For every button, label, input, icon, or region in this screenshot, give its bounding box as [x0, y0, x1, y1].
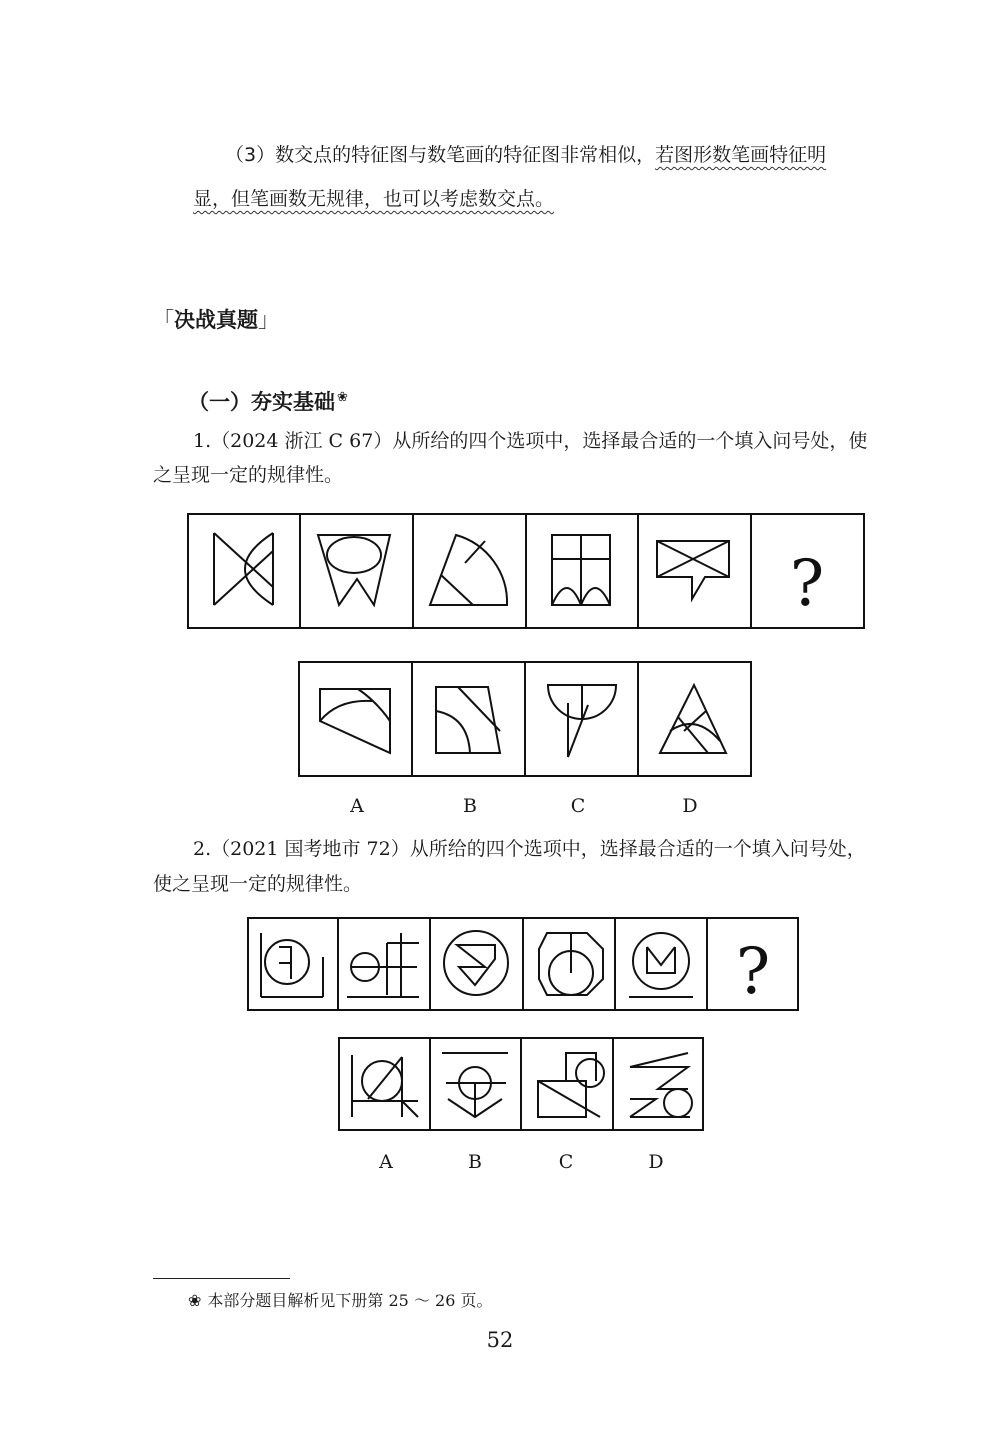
- q2-figure-5: [629, 933, 693, 997]
- q1-option-d-figure: [660, 685, 726, 753]
- q1-option-b-label[interactable]: B: [463, 795, 477, 817]
- footnote: [188, 1290, 492, 1312]
- q1-figure-2: [318, 535, 390, 605]
- q1-figure-4: [552, 535, 610, 605]
- footnote-text: 本部分题目解析见下册第 25 ～ 26 页。: [207, 1291, 493, 1310]
- q2-stem-line-2: 使之呈现一定的规律性。: [153, 873, 363, 895]
- q2-option-b-figure: [442, 1053, 508, 1117]
- q2-figure-2: [347, 933, 419, 997]
- note-emphasis-2: 显，但笔画数无规律，也可以考虑数交点。: [193, 188, 555, 210]
- flower-icon: ❀: [188, 1291, 202, 1310]
- q2-figure-4: [539, 933, 603, 995]
- q1-stem-line-1: 1.（2024 浙江 C 67）从所给的四个选项中，选择最合适的一个填入问号处，使: [193, 430, 868, 452]
- q2-figure-3: [444, 931, 508, 995]
- q2-stem-line-1: 2.（2021 国考地市 72）从所给的四个选项中，选择最合适的一个填入问号处，: [193, 838, 866, 860]
- note-prefix: （3）数交点的特征图与数笔画的特征图非常相似，: [225, 144, 656, 166]
- q1-option-c-figure: [548, 685, 616, 757]
- note-line-2: [193, 186, 554, 212]
- flower-icon: ❀: [337, 390, 348, 405]
- q1-options-row: [298, 661, 752, 777]
- q2-option-d-figure: [630, 1053, 692, 1117]
- q2-question-mark: ?: [735, 935, 771, 1009]
- section-bracket-close: 」: [258, 308, 279, 332]
- q1-stimulus-row: [187, 513, 865, 629]
- q1-question-mark: ?: [789, 547, 825, 621]
- subsection-title: [188, 386, 348, 416]
- q1-figure-5: [657, 541, 729, 599]
- q2-option-c-label[interactable]: C: [558, 1151, 574, 1173]
- section-title-text: 决战真题: [174, 308, 258, 332]
- q1-option-b-figure: [436, 687, 500, 753]
- q2-options-row: [338, 1037, 704, 1131]
- note-line-1: [225, 142, 826, 168]
- footnote-rule: [153, 1278, 290, 1279]
- q1-option-d-label[interactable]: D: [682, 795, 698, 817]
- q1-figure-3: [430, 535, 507, 605]
- q2-option-d-label[interactable]: D: [648, 1151, 664, 1173]
- page-number: 52: [486, 1328, 514, 1352]
- q2-option-c-figure: [538, 1053, 604, 1117]
- q2-option-a-label[interactable]: A: [379, 1151, 393, 1173]
- q1-option-a-label[interactable]: A: [350, 795, 364, 817]
- q2-option-a-figure: [352, 1055, 418, 1117]
- q1-option-c-label[interactable]: C: [570, 795, 586, 817]
- subsection-title-text: （一）夯实基础: [188, 390, 335, 414]
- q1-option-a-figure: [320, 689, 390, 753]
- q2-figure-1: [261, 933, 323, 997]
- q1-figure-1: [214, 533, 273, 605]
- q2-stimulus-row: [247, 917, 799, 1011]
- q2-option-b-label[interactable]: B: [468, 1151, 482, 1173]
- section-bracket-open: 「: [153, 308, 174, 332]
- q1-stem-line-2: 之呈现一定的规律性。: [153, 464, 344, 486]
- section-title: [153, 304, 279, 334]
- note-emphasis-1: 若图形数笔画特征明: [655, 144, 827, 166]
